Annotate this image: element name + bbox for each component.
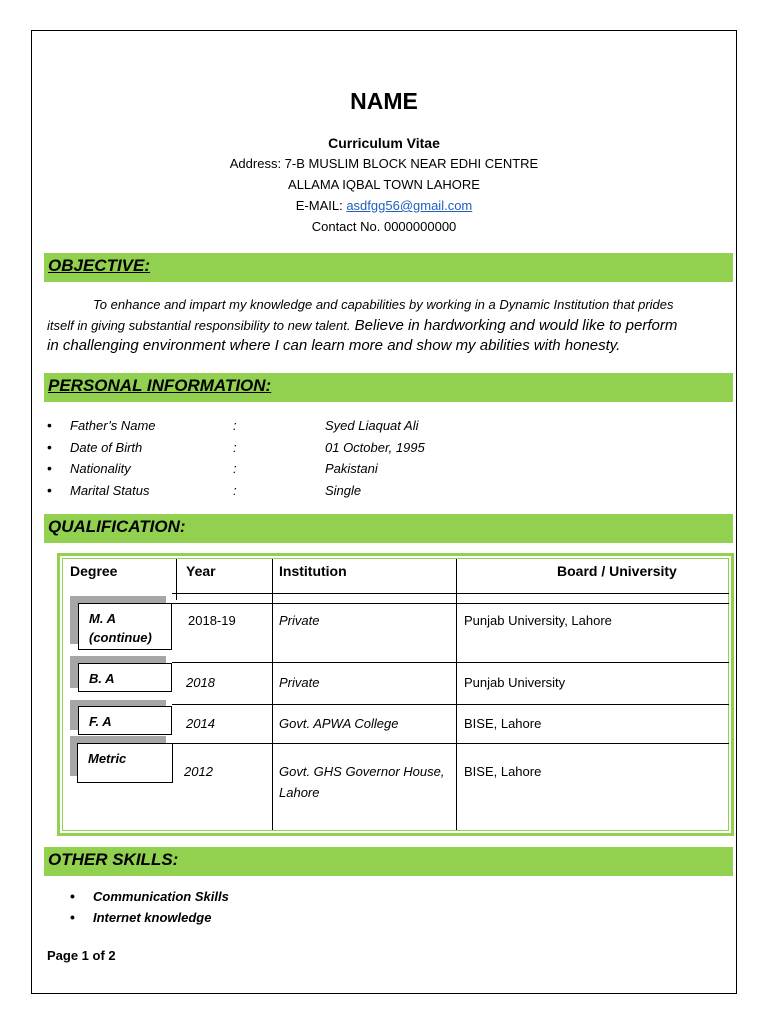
degree-box	[77, 743, 173, 783]
email-link[interactable]: asdfgg56@gmail.com	[346, 198, 473, 213]
year-cell: 2014	[186, 716, 215, 731]
objective-line-1: To enhance and impart my knowledge and capabilities by working in a Dynamic Institution that prides	[93, 297, 674, 312]
year-cell: 2018	[186, 675, 215, 690]
info-colon: :	[233, 461, 237, 476]
degree-label: B. A	[89, 671, 115, 686]
year-cell: 2012	[184, 764, 213, 779]
info-label: Marital Status	[70, 483, 150, 498]
info-value: Syed Liaquat Ali	[325, 418, 419, 433]
institution-cell: Private	[279, 675, 320, 690]
objective-line-2b: Believe in hardworking and would like to perform	[350, 317, 678, 334]
bullet-icon: •	[70, 909, 75, 925]
address-line-2: ALLAMA IQBAL TOWN LAHORE	[288, 177, 480, 192]
skill-label: Communication Skills	[93, 889, 229, 904]
bullet-icon: •	[47, 439, 52, 455]
institution-cell: Govt. APWA College	[279, 716, 399, 731]
address-line-1: Address: 7-B MUSLIM BLOCK NEAR EDHI CENTRE	[229, 156, 539, 171]
institution-cell-line-2: Lahore	[279, 785, 320, 800]
degree-label-line-2: (continue)	[89, 630, 152, 645]
info-value: 01 October, 1995	[325, 440, 425, 455]
board-cell: Punjab University	[464, 675, 566, 690]
cv-name: NAME	[350, 88, 418, 114]
info-value: Pakistani	[325, 461, 378, 476]
table-grid-line	[272, 559, 273, 830]
degree-label: Metric	[88, 751, 127, 766]
institution-cell: Private	[279, 613, 320, 628]
bullet-icon: •	[70, 888, 75, 904]
institution-cell: Govt. GHS Governor House,	[279, 764, 445, 779]
degree-label: F. A	[89, 714, 112, 729]
skills-heading: OTHER SKILLS:	[48, 850, 179, 869]
info-colon: :	[233, 483, 237, 498]
degree-box	[78, 603, 172, 650]
contact-number: Contact No. 0000000000	[311, 219, 457, 234]
info-colon: :	[233, 418, 237, 433]
info-label: Nationality	[70, 461, 131, 476]
table-grid-line	[172, 743, 729, 744]
column-header-year: Year	[186, 563, 216, 579]
objective-line-2a: itself in giving substantial responsibility to new talent.	[47, 318, 351, 333]
year-cell: 2018-19	[188, 613, 236, 628]
email-line	[0, 198, 768, 213]
column-header-degree: Degree	[70, 563, 118, 579]
personal-section-bar	[44, 373, 733, 402]
bullet-icon: •	[47, 460, 52, 476]
bullet-icon: •	[47, 482, 52, 498]
info-label: Father’s Name	[70, 418, 156, 433]
table-grid-line	[172, 704, 729, 705]
info-colon: :	[233, 440, 237, 455]
table-grid-line	[172, 662, 729, 663]
email-label: E-MAIL:	[295, 198, 343, 213]
degree-box	[78, 706, 172, 735]
table-grid-line	[456, 559, 457, 830]
qualification-heading: QUALIFICATION:	[48, 517, 186, 536]
cv-subtitle: Curriculum Vitae	[328, 135, 440, 151]
degree-box	[78, 663, 172, 692]
objective-line-3: in challenging environment where I can learn more and show my abilities with honesty.	[47, 337, 621, 354]
degree-label: M. A	[89, 611, 116, 626]
skill-label: Internet knowledge	[93, 910, 212, 925]
qualification-section-bar	[44, 514, 733, 543]
info-value: Single	[325, 483, 362, 498]
objective-section-bar	[44, 253, 733, 282]
page-number: Page 1 of 2	[47, 948, 116, 963]
bullet-icon: •	[47, 417, 52, 433]
skills-section-bar	[44, 847, 733, 876]
board-cell: Punjab University, Lahore	[464, 613, 612, 628]
column-header-institution: Institution	[279, 563, 347, 579]
table-grid-line	[172, 593, 729, 594]
objective-line-2	[47, 317, 677, 335]
table-grid-line	[172, 603, 729, 604]
board-cell: BISE, Lahore	[464, 716, 542, 731]
objective-heading: OBJECTIVE:	[48, 256, 151, 275]
personal-heading: PERSONAL INFORMATION:	[48, 376, 272, 395]
info-label: Date of Birth	[70, 440, 143, 455]
column-header-board: Board / University	[557, 563, 677, 579]
board-cell: BISE, Lahore	[464, 764, 542, 779]
